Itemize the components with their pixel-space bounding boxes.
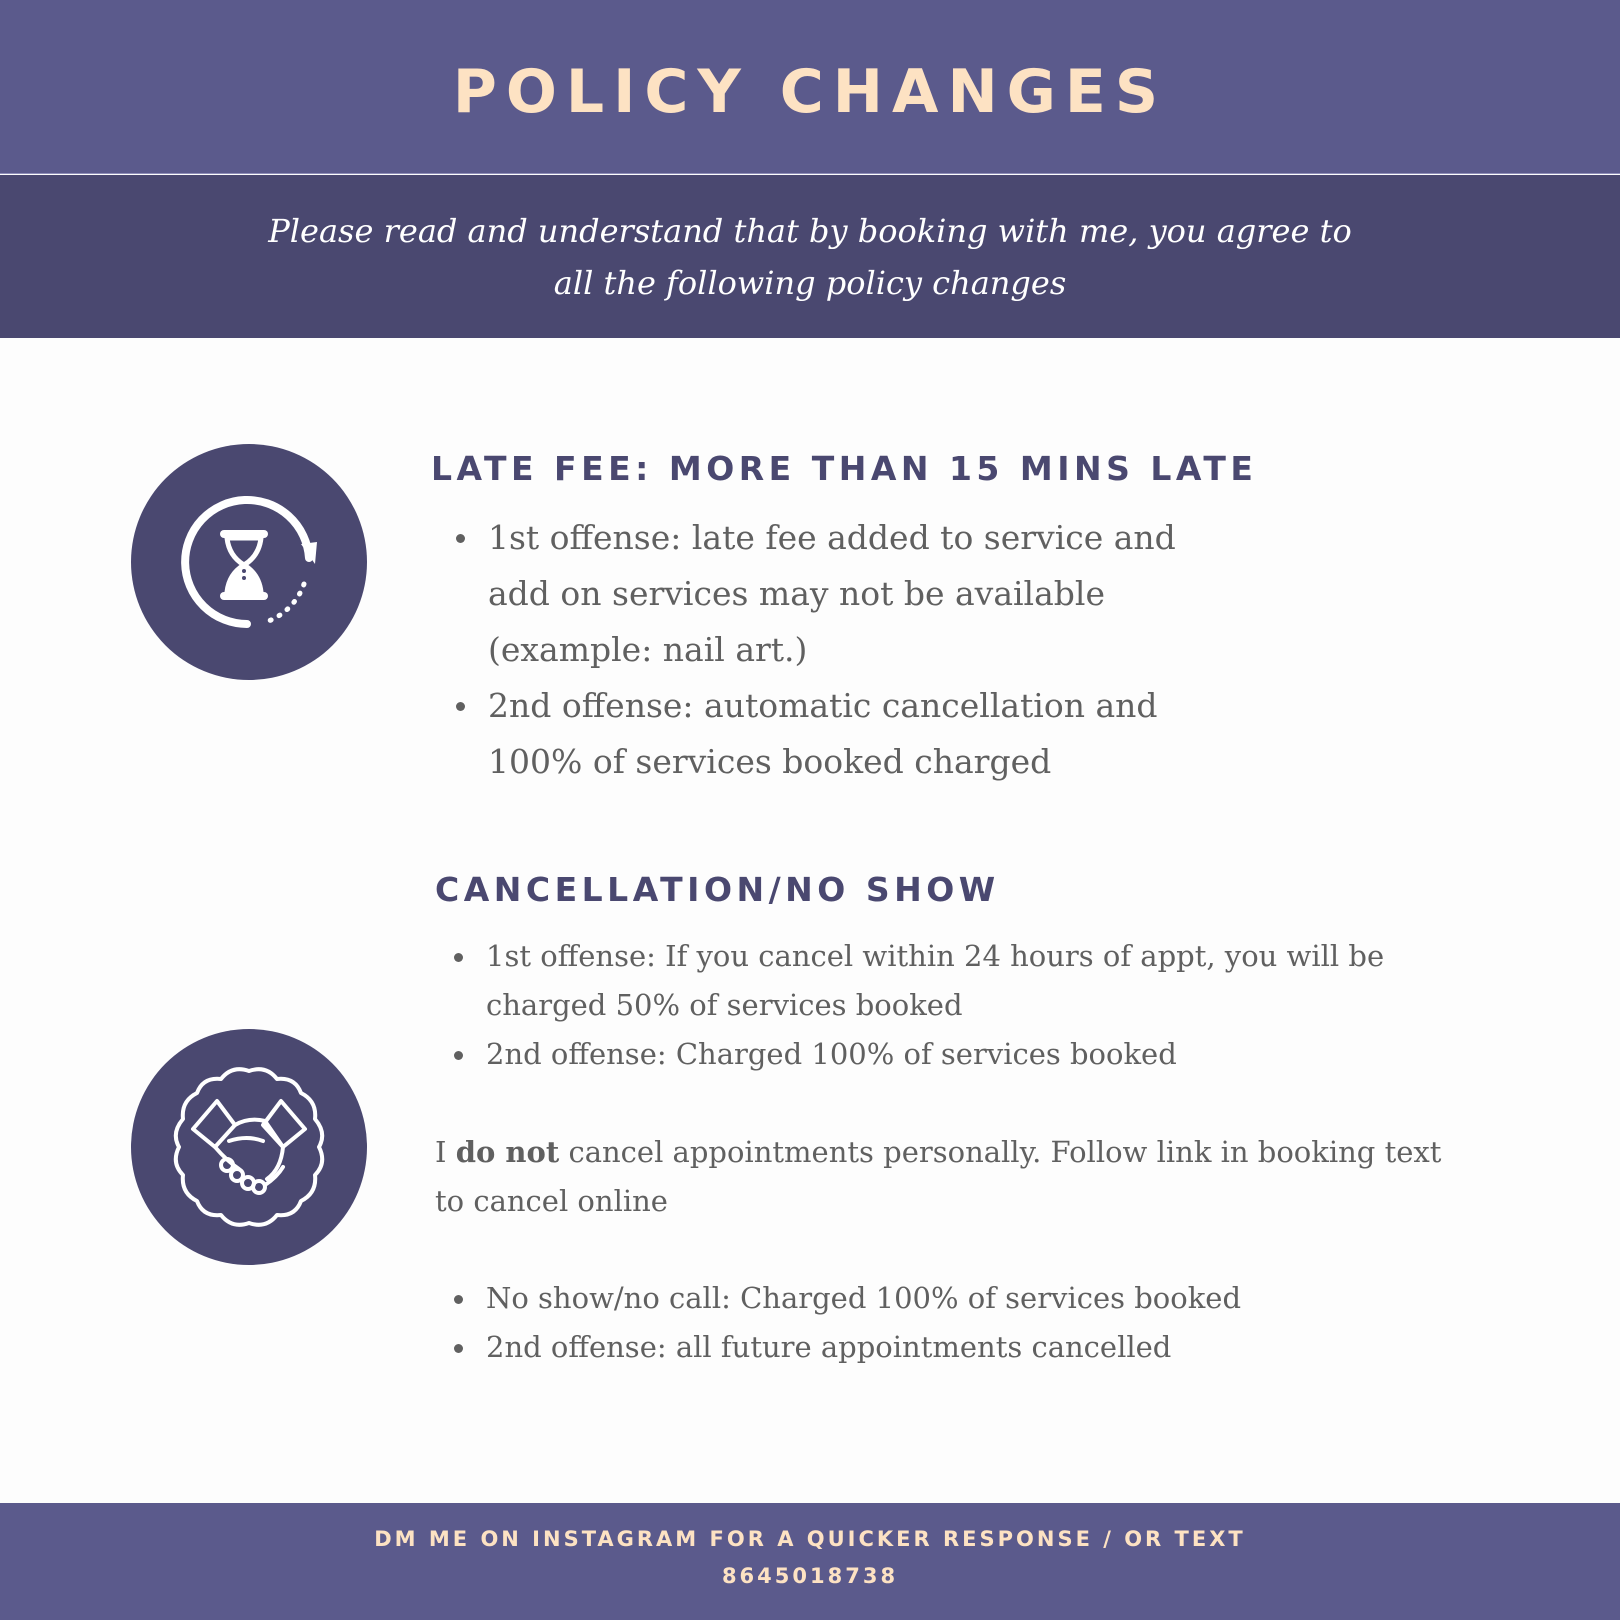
hourglass-refresh-icon xyxy=(131,444,367,680)
page-title: POLICY CHANGES xyxy=(452,57,1168,127)
list-item: No show/no call: Charged 100% of services booked xyxy=(430,1274,1470,1323)
list-item: 2nd offense: automatic cancellation and 100% of services booked charged xyxy=(432,678,1232,790)
list-item: 2nd offense: Charged 100% of services booked xyxy=(430,1030,1470,1079)
contact-footer-text: DM ME ON INSTAGRAM FOR A QUICKER RESPONSE / OR TEXT 8645018738 xyxy=(374,1527,1246,1588)
page-subtitle: Please read and understand that by booking with me, you agree to all the following policy changes xyxy=(268,212,1352,302)
list-item: 1st offense: If you cancel within 24 hours of appt, you will be charged 50% of services booked xyxy=(430,932,1470,1030)
cancellation-note: I do not cancel appointments personally. Follow link in booking text to cancel online xyxy=(435,1135,1442,1218)
cancellation-list xyxy=(430,932,1470,1079)
cancellation-title: CANCELLATION/NO SHOW xyxy=(435,870,1000,909)
handshake-icon xyxy=(131,1029,367,1265)
cancellation-icon-circle xyxy=(131,1029,367,1265)
header-banner xyxy=(0,0,1620,174)
subheader-banner xyxy=(0,175,1620,338)
emphasis-text: do not xyxy=(455,1135,560,1169)
late-fee-title: LATE FEE: MORE THAN 15 MINS LATE xyxy=(431,449,1258,488)
list-item: 1st offense: late fee added to service and add on services may not be available (example: nail art.) xyxy=(432,510,1232,678)
list-item: 2nd offense: all future appointments cancelled xyxy=(430,1323,1470,1372)
no-show-list xyxy=(430,1274,1470,1372)
footer-banner xyxy=(0,1503,1620,1620)
late-fee-icon-circle xyxy=(131,444,367,680)
late-fee-list xyxy=(432,510,1232,790)
